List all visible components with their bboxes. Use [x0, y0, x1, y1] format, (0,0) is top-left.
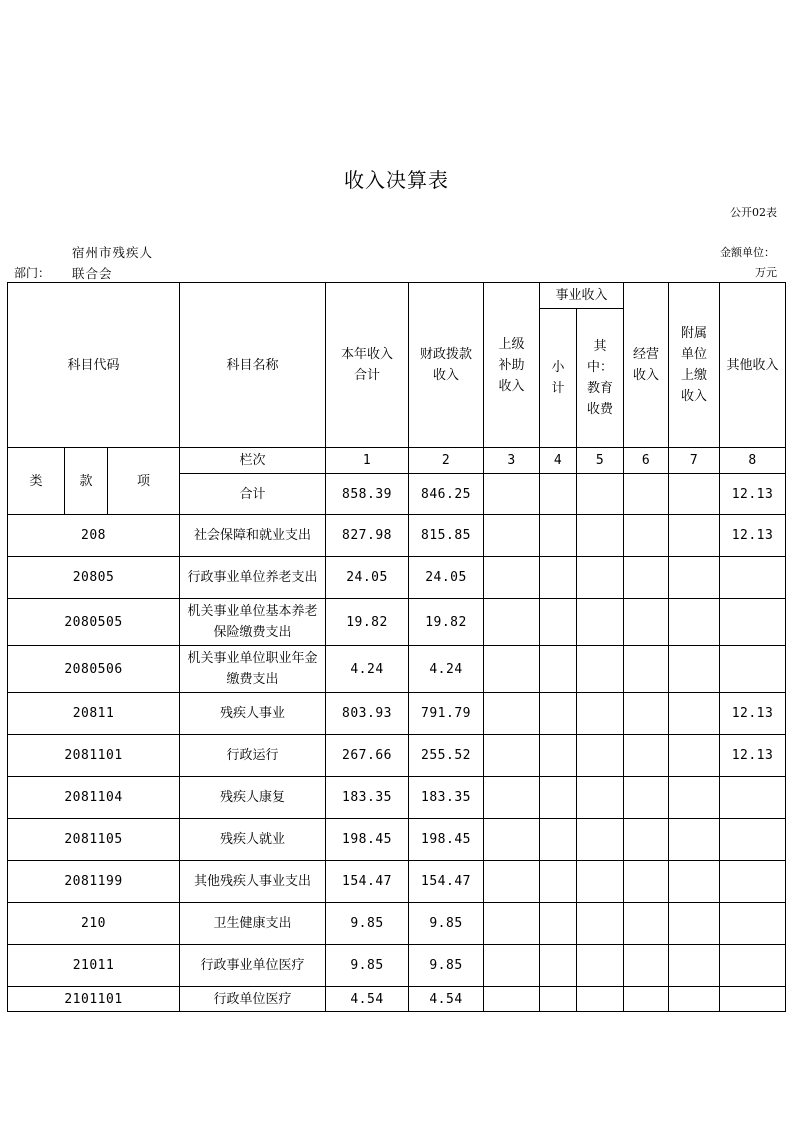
header-col1: 本年收入合计 [326, 283, 409, 448]
row-c2: 4.54 [409, 987, 484, 1012]
row-c3 [484, 646, 540, 693]
row-c1: 4.24 [326, 646, 409, 693]
header-col7: 附属单位上缴收入 [669, 283, 720, 448]
row-c5 [577, 861, 624, 903]
row-c2: 183.35 [409, 777, 484, 819]
row-c6 [624, 987, 669, 1012]
col-number: 2 [409, 448, 484, 474]
row-c8 [720, 945, 786, 987]
department-name-line1: 宿州市残疾人 [72, 245, 154, 260]
row-name: 卫生健康支出 [180, 903, 326, 945]
header-col2: 财政拨款收入 [409, 283, 484, 448]
row-c4 [540, 777, 577, 819]
row-c3 [484, 819, 540, 861]
row-c7 [669, 515, 720, 557]
table-row [8, 903, 786, 945]
table-row [8, 777, 786, 819]
total-c7 [669, 474, 720, 515]
header-group-business: 事业收入 [540, 283, 624, 309]
col-number: 3 [484, 448, 540, 474]
row-c6 [624, 693, 669, 735]
row-c7 [669, 735, 720, 777]
row-name: 残疾人康复 [180, 777, 326, 819]
header-lanci: 栏次 [180, 448, 326, 474]
row-c7 [669, 777, 720, 819]
row-c6 [624, 903, 669, 945]
row-c1: 827.98 [326, 515, 409, 557]
row-c8 [720, 557, 786, 599]
row-code: 2081105 [8, 819, 180, 861]
table-row [8, 861, 786, 903]
row-c6 [624, 819, 669, 861]
col-number: 6 [624, 448, 669, 474]
total-c4 [540, 474, 577, 515]
row-c2: 815.85 [409, 515, 484, 557]
total-c1: 858.39 [326, 474, 409, 515]
row-c7 [669, 557, 720, 599]
row-c6 [624, 557, 669, 599]
row-name: 机关事业单位职业年金缴费支出 [180, 646, 326, 693]
table-row [8, 557, 786, 599]
row-code: 21011 [8, 945, 180, 987]
header-lei: 类 [8, 448, 65, 515]
row-c1: 9.85 [326, 945, 409, 987]
row-c3 [484, 599, 540, 646]
row-name: 其他残疾人事业支出 [180, 861, 326, 903]
total-c2: 846.25 [409, 474, 484, 515]
row-c1: 198.45 [326, 819, 409, 861]
row-c1: 183.35 [326, 777, 409, 819]
row-c4 [540, 557, 577, 599]
row-c2: 9.85 [409, 903, 484, 945]
row-name: 行政事业单位养老支出 [180, 557, 326, 599]
row-c3 [484, 735, 540, 777]
row-c1: 24.05 [326, 557, 409, 599]
table-row [8, 646, 786, 693]
row-c4 [540, 861, 577, 903]
row-c8 [720, 903, 786, 945]
total-label: 合计 [180, 474, 326, 515]
row-name: 残疾人就业 [180, 819, 326, 861]
row-code: 20811 [8, 693, 180, 735]
row-c2: 154.47 [409, 861, 484, 903]
row-c4 [540, 945, 577, 987]
row-c5 [577, 599, 624, 646]
col-number: 7 [669, 448, 720, 474]
row-c2: 4.24 [409, 646, 484, 693]
form-number: 公开02表 [730, 206, 777, 219]
row-c5 [577, 557, 624, 599]
row-c4 [540, 515, 577, 557]
row-c5 [577, 735, 624, 777]
row-code: 2081199 [8, 861, 180, 903]
row-c3 [484, 515, 540, 557]
row-c8: 12.13 [720, 515, 786, 557]
unit-value: 万元 [755, 266, 777, 279]
row-c2: 24.05 [409, 557, 484, 599]
row-c7 [669, 693, 720, 735]
total-c6 [624, 474, 669, 515]
row-c8: 12.13 [720, 735, 786, 777]
row-c4 [540, 987, 577, 1012]
header-name: 科目名称 [180, 283, 326, 448]
row-c4 [540, 599, 577, 646]
header-col5: 其中：教育收费 [577, 309, 624, 448]
header-code: 科目代码 [8, 283, 180, 448]
header-col4: 小计 [540, 309, 577, 448]
total-c5 [577, 474, 624, 515]
row-code: 2080506 [8, 646, 180, 693]
row-c3 [484, 903, 540, 945]
row-c5 [577, 515, 624, 557]
row-c3 [484, 987, 540, 1012]
row-c6 [624, 861, 669, 903]
row-c2: 198.45 [409, 819, 484, 861]
table-row [8, 735, 786, 777]
row-c1: 19.82 [326, 599, 409, 646]
table-row [8, 945, 786, 987]
total-c8: 12.13 [720, 474, 786, 515]
row-c5 [577, 777, 624, 819]
income-table [7, 282, 786, 1012]
row-c6 [624, 599, 669, 646]
row-c7 [669, 861, 720, 903]
row-c5 [577, 693, 624, 735]
page-title: 收入决算表 [344, 168, 449, 192]
row-c8 [720, 777, 786, 819]
header-xiang: 项 [108, 448, 180, 515]
row-code: 210 [8, 903, 180, 945]
total-c3 [484, 474, 540, 515]
row-c2: 19.82 [409, 599, 484, 646]
row-c4 [540, 819, 577, 861]
row-c6 [624, 735, 669, 777]
row-c8 [720, 646, 786, 693]
row-code: 2081101 [8, 735, 180, 777]
table-row [8, 693, 786, 735]
row-c5 [577, 903, 624, 945]
row-c3 [484, 693, 540, 735]
row-c8 [720, 819, 786, 861]
row-c1: 4.54 [326, 987, 409, 1012]
row-c3 [484, 557, 540, 599]
row-c1: 267.66 [326, 735, 409, 777]
row-c2: 791.79 [409, 693, 484, 735]
row-c5 [577, 646, 624, 693]
row-c3 [484, 945, 540, 987]
row-c6 [624, 515, 669, 557]
row-name: 社会保障和就业支出 [180, 515, 326, 557]
row-c6 [624, 777, 669, 819]
row-c8: 12.13 [720, 693, 786, 735]
row-code: 2080505 [8, 599, 180, 646]
table-row [8, 599, 786, 646]
row-c8 [720, 861, 786, 903]
row-name: 行政事业单位医疗 [180, 945, 326, 987]
row-name: 机关事业单位基本养老保险缴费支出 [180, 599, 326, 646]
row-name: 行政单位医疗 [180, 987, 326, 1012]
department-label: 部门： [14, 266, 51, 280]
row-c7 [669, 945, 720, 987]
row-name: 残疾人事业 [180, 693, 326, 735]
row-c5 [577, 945, 624, 987]
row-c3 [484, 777, 540, 819]
row-code: 20805 [8, 557, 180, 599]
row-c4 [540, 735, 577, 777]
col-number: 5 [577, 448, 624, 474]
header-kuan: 款 [65, 448, 108, 515]
unit-label: 金额单位： [720, 246, 775, 259]
header-col6: 经营收入 [624, 283, 669, 448]
row-c8 [720, 987, 786, 1012]
table-row [8, 515, 786, 557]
row-c4 [540, 693, 577, 735]
col-number: 1 [326, 448, 409, 474]
row-c4 [540, 903, 577, 945]
header-col8: 其他收入 [720, 283, 786, 448]
row-c3 [484, 861, 540, 903]
row-c7 [669, 819, 720, 861]
row-c5 [577, 987, 624, 1012]
row-code: 208 [8, 515, 180, 557]
row-c7 [669, 987, 720, 1012]
row-c1: 154.47 [326, 861, 409, 903]
row-c7 [669, 599, 720, 646]
row-code: 2081104 [8, 777, 180, 819]
row-c1: 9.85 [326, 903, 409, 945]
row-c6 [624, 945, 669, 987]
department-name-line2: 联合会 [72, 266, 113, 281]
row-c7 [669, 646, 720, 693]
row-c1: 803.93 [326, 693, 409, 735]
table-row [8, 819, 786, 861]
row-c6 [624, 646, 669, 693]
row-c4 [540, 646, 577, 693]
row-c2: 9.85 [409, 945, 484, 987]
row-c8 [720, 599, 786, 646]
table-row [8, 987, 786, 1012]
row-name: 行政运行 [180, 735, 326, 777]
row-code: 2101101 [8, 987, 180, 1012]
row-c2: 255.52 [409, 735, 484, 777]
header-col3: 上级补助收入 [484, 283, 540, 448]
row-c5 [577, 819, 624, 861]
col-number: 4 [540, 448, 577, 474]
row-c7 [669, 903, 720, 945]
col-number: 8 [720, 448, 786, 474]
